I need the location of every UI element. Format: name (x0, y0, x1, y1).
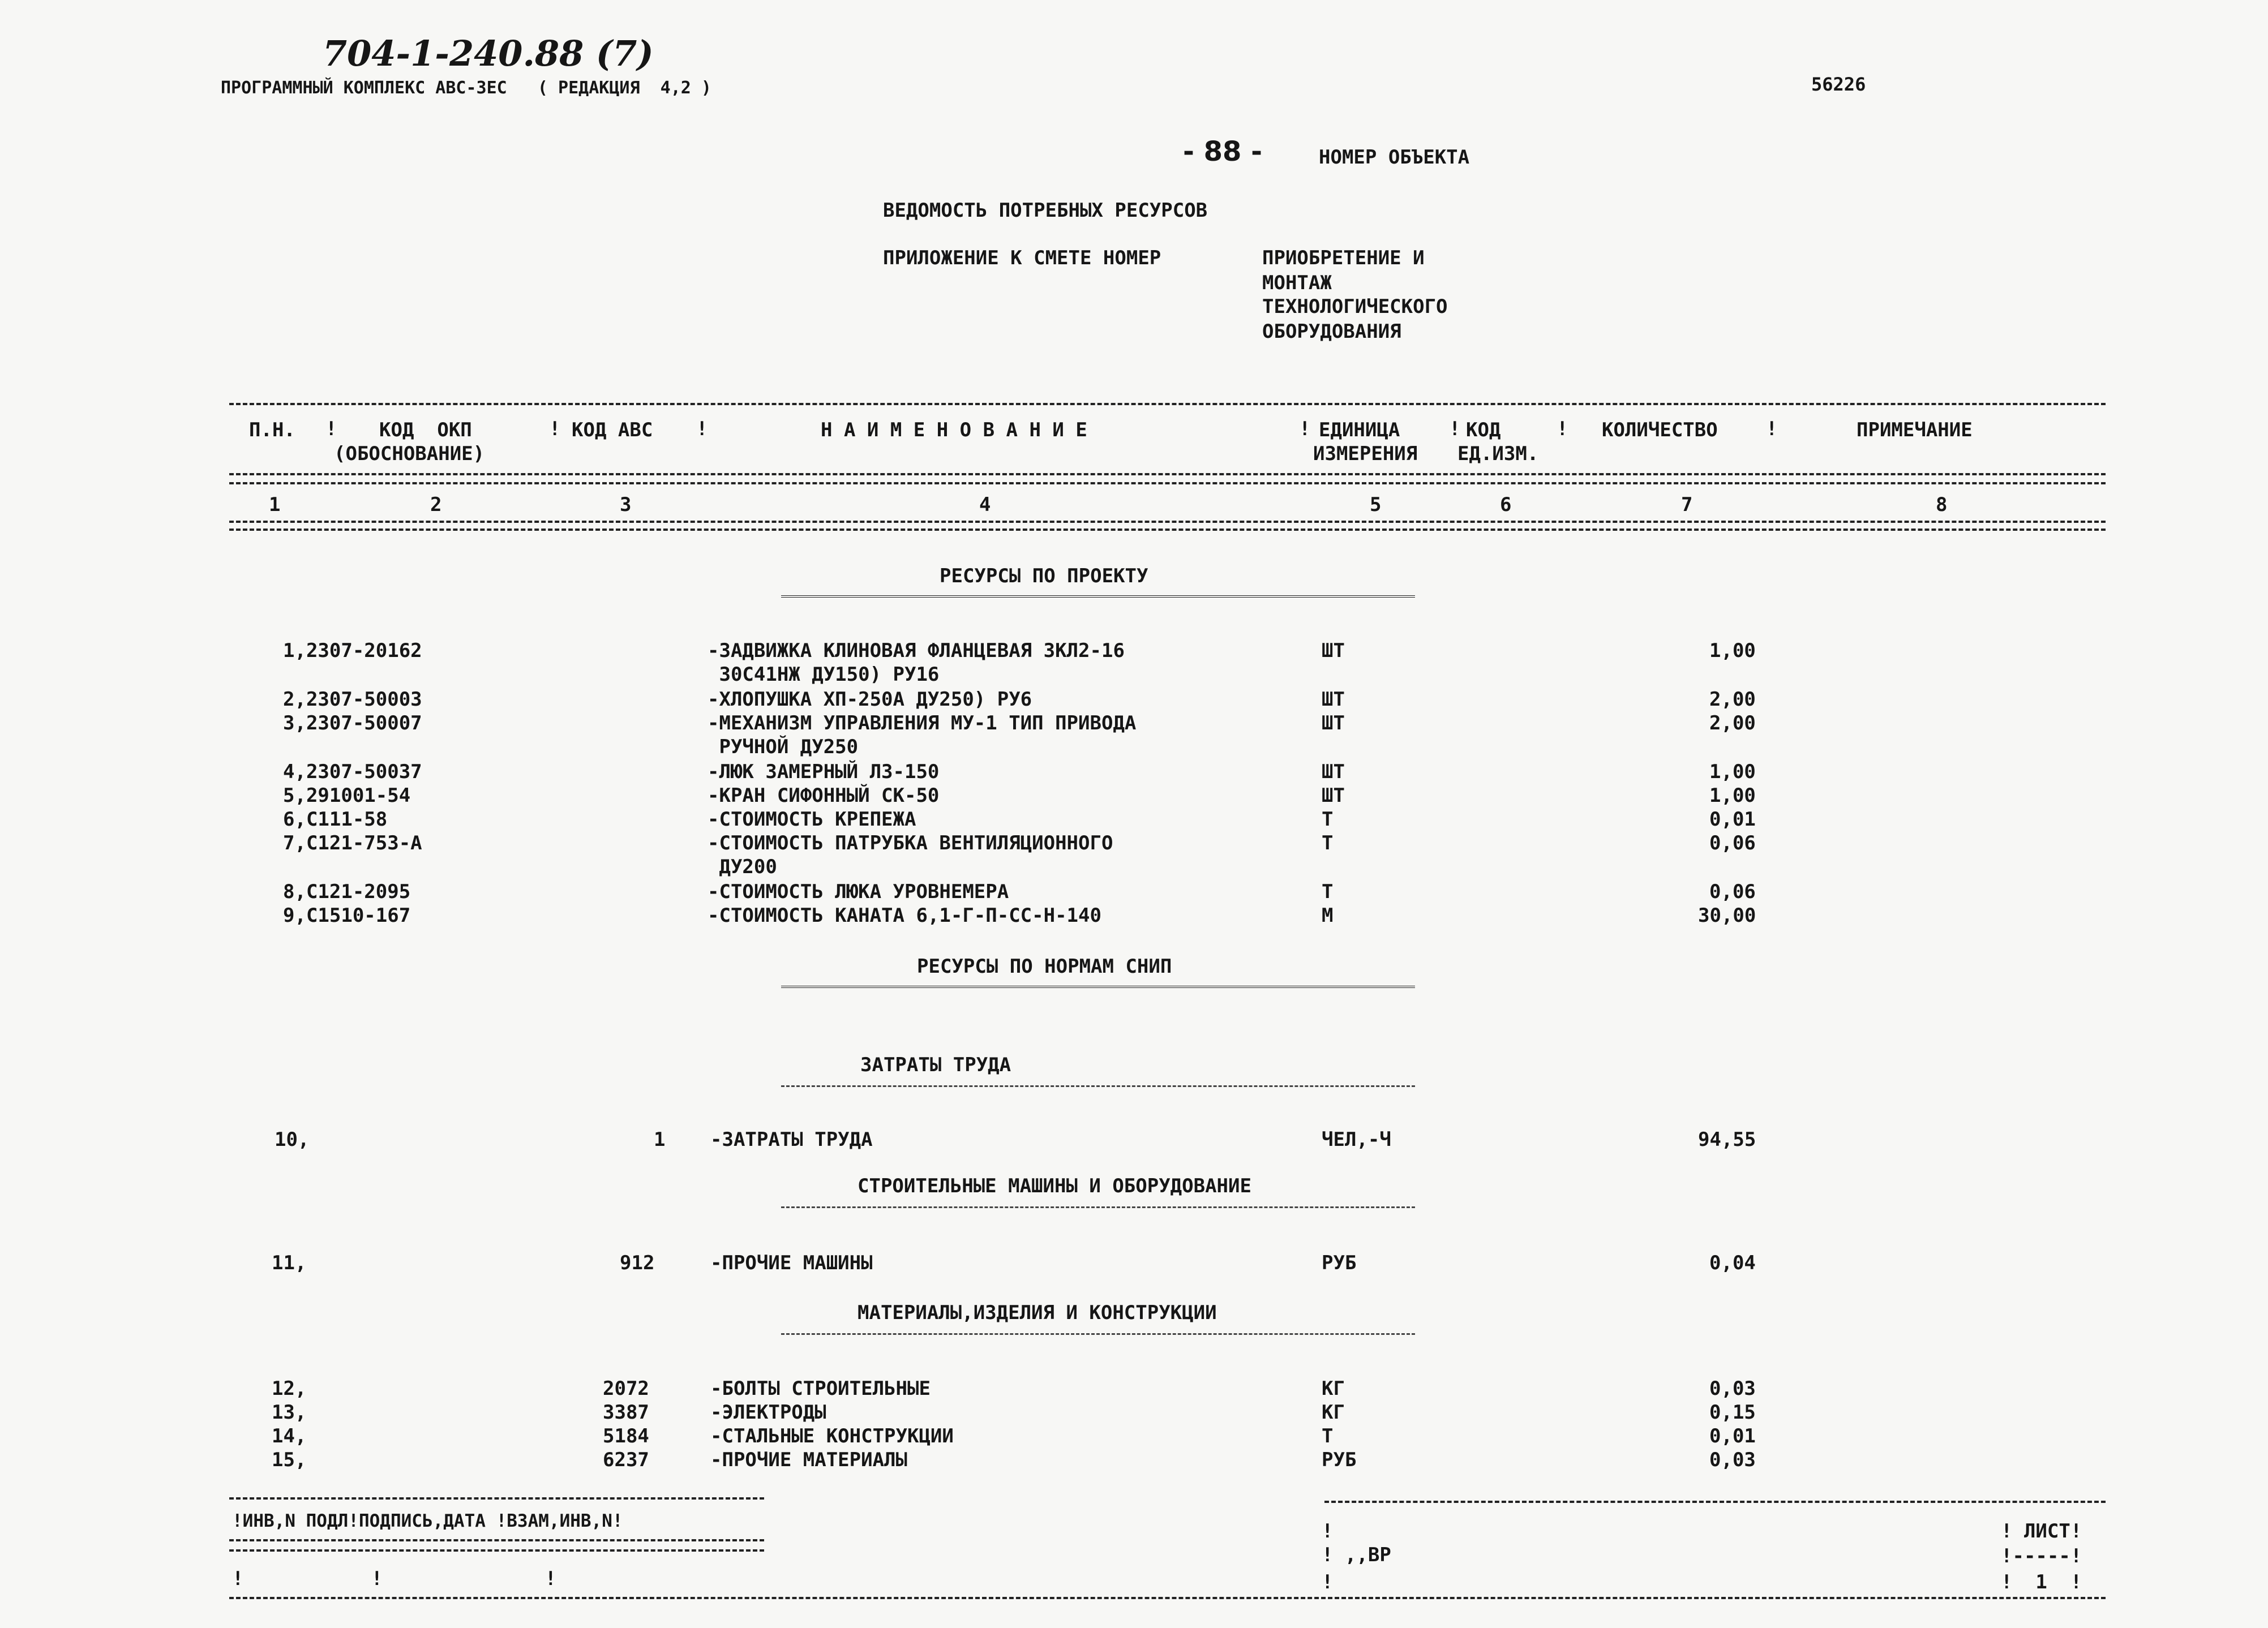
section-underline (781, 986, 1415, 988)
row-name: -ПРОЧИЕ МАТЕРИАЛЫ (710, 1449, 907, 1471)
row-qty: 0,01 (1709, 808, 1756, 831)
sheet-label: ! ЛИСТ! (2001, 1520, 2082, 1543)
stamp-rule (229, 1497, 764, 1500)
row-unit: РУБ (1322, 1449, 1357, 1471)
stamp-header: !ИНВ,N ПОДЛ!ПОДПИСЬ,ДАТА !ВЗАМ,ИНВ,N! (232, 1511, 623, 1531)
row-unit: М (1322, 904, 1334, 927)
row-code: 2,2307-50003 (283, 688, 422, 711)
row-name: -СТОИМОСТЬ КРЕПЕЖА (708, 808, 916, 831)
row-name: -ЗАТРАТЫ ТРУДА (710, 1128, 873, 1151)
row-code: 5,291001-54 (283, 784, 411, 807)
row-unit: ЧЕЛ,-Ч (1322, 1128, 1391, 1151)
row-qty: 1,00 (1709, 784, 1756, 807)
col-header-name: Н А И М Е Н О В А Н И Е (821, 419, 1087, 441)
row-code: 6,С111-58 (283, 808, 388, 831)
row-number: 10, (275, 1128, 310, 1151)
col-header-number: П.Н. (249, 419, 295, 441)
row-name: -КРАН СИФОННЫЙ СК-50 (708, 784, 940, 807)
row-qty: 0,03 (1709, 1377, 1756, 1400)
row-qty: 30,00 (1698, 904, 1756, 927)
col-header-unit-2: ИЗМЕРЕНИЯ (1313, 443, 1418, 465)
row-name: -ХЛОПУШКА ХП-250А ДУ250) РУ6 (708, 688, 1032, 711)
row-number: 14, (272, 1425, 307, 1447)
appendix-line: ПРИОБРЕТЕНИЕ И (1262, 247, 1425, 269)
col-number: 3 (620, 493, 632, 516)
row-qty: 1,00 (1709, 761, 1756, 783)
row-number: 13, (272, 1401, 307, 1424)
col-header-unit-code: КОД (1466, 419, 1501, 441)
row-name: -СТОИМОСТЬ ПАТРУБКА ВЕНТИЛЯЦИОННОГО (708, 832, 1113, 854)
header-rule (229, 482, 2106, 484)
row-name: -МЕХАНИЗМ УПРАВЛЕНИЯ МУ-1 ТИП ПРИВОДА (708, 712, 1137, 734)
row-qty: 0,01 (1709, 1425, 1756, 1447)
col-number: 7 (1681, 493, 1693, 516)
col-header-basis: (ОБОСНОВАНИЕ) (334, 443, 485, 465)
section-underline (781, 595, 1415, 598)
form-rule (1324, 1501, 2106, 1503)
row-number: 12, (272, 1377, 307, 1400)
row-unit: КГ (1322, 1401, 1345, 1424)
row-qty: 0,15 (1709, 1401, 1756, 1424)
row-qty: 2,00 (1709, 712, 1756, 734)
section-underline (781, 1333, 1415, 1335)
col-separator: ! (549, 418, 561, 440)
row-unit: Т (1322, 808, 1334, 831)
page-bottom-rule (229, 1597, 2106, 1599)
row-name-cont: РУЧНОЙ ДУ250 (708, 736, 859, 758)
row-unit: Т (1322, 832, 1334, 854)
col-separator: ! (1766, 418, 1778, 440)
col-header-abc: КОД АВС (572, 419, 653, 441)
appendix-line: ТЕХНОЛОГИЧЕСКОГО (1262, 295, 1448, 318)
row-code: 8,С121-2095 (283, 880, 411, 903)
section-title-labor: ЗАТРАТЫ ТРУДА (860, 1054, 1011, 1076)
row-name-cont: 30С41НЖ ДУ150) РУ16 (708, 663, 940, 686)
sheet-divider: !-----! (2001, 1545, 2082, 1567)
section-title-machines: СТРОИТЕЛЬНЫЕ МАШИНЫ И ОБОРУДОВАНИЕ (858, 1175, 1251, 1197)
col-number: 5 (1370, 493, 1382, 516)
sheet-id: 56226 (1811, 74, 1866, 95)
stamp-cells: ! ! ! (232, 1567, 557, 1590)
col-number: 8 (1936, 493, 1948, 516)
col-number: 1 (269, 493, 281, 516)
document-title: ВЕДОМОСТЬ ПОТРЕБНЫХ РЕСУРСОВ (883, 199, 1208, 222)
header-rule (229, 473, 2106, 475)
stamp-rule (229, 1549, 764, 1552)
row-name: -СТОИМОСТЬ КАНАТА 6,1-Г-П-СС-Н-140 (708, 904, 1101, 927)
row-qty: 0,06 (1709, 832, 1756, 854)
row-unit: Т (1322, 880, 1334, 903)
row-unit: ШТ (1322, 639, 1345, 662)
row-unit: КГ (1322, 1377, 1345, 1400)
section-title-materials: МАТЕРИАЛЫ,ИЗДЕЛИЯ И КОНСТРУКЦИИ (858, 1301, 1217, 1324)
col-separator: ! (325, 418, 337, 440)
section-title-snip: РЕСУРСЫ ПО НОРМАМ СНИП (917, 955, 1172, 978)
row-unit: ШТ (1322, 688, 1345, 711)
program-title: ПРОГРАММНЫЙ КОМПЛЕКС АВС-ЗЕС ( РЕДАКЦИЯ 4,2 ) (221, 78, 711, 98)
row-qty: 1,00 (1709, 639, 1756, 662)
row-code: 3,2307-50007 (283, 712, 422, 734)
row-name: -СТАЛЬНЫЕ КОНСТРУКЦИИ (710, 1425, 954, 1447)
sheet-number: ! 1 ! (2001, 1571, 2082, 1593)
appendix-line: МОНТАЖ (1262, 272, 1332, 294)
form-separator: ! (1322, 1571, 1334, 1593)
col-separator: ! (696, 418, 708, 440)
row-code: 7,С121-753-А (283, 832, 422, 854)
row-abc-code: 5184 (603, 1425, 649, 1447)
col-separator: ! (1449, 418, 1461, 440)
page-number: - 88 - (1183, 136, 1263, 167)
row-unit: Т (1322, 1425, 1334, 1447)
row-abc-code: 2072 (603, 1377, 649, 1400)
col-header-okp: КОД ОКП (379, 419, 472, 441)
object-number-label: НОМЕР ОБЪЕКТА (1319, 146, 1470, 169)
row-code: 4,2307-50037 (283, 761, 422, 783)
row-name: -ЭЛЕКТРОДЫ (710, 1401, 826, 1424)
col-header-unit: ЕДИНИЦА (1319, 419, 1400, 441)
section-title-project: РЕСУРСЫ ПО ПРОЕКТУ (940, 565, 1148, 587)
col-number: 2 (430, 493, 442, 516)
header-rule (229, 521, 2106, 523)
col-header-unit-code-2: ЕД.ИЗМ. (1457, 443, 1539, 465)
stamp-rule (229, 1539, 764, 1541)
col-separator: ! (1557, 418, 1568, 440)
row-unit: РУБ (1322, 1252, 1357, 1274)
row-abc-code: 912 (620, 1252, 655, 1274)
col-header-note: ПРИМЕЧАНИЕ (1857, 419, 1973, 441)
table-top-rule (229, 403, 2106, 405)
row-number: 11, (272, 1252, 307, 1274)
row-name-cont: ДУ200 (708, 856, 777, 878)
row-unit: ШТ (1322, 784, 1345, 807)
row-qty: 0,04 (1709, 1252, 1756, 1274)
row-name: -ЗАДВИЖКА КЛИНОВАЯ ФЛАНЦЕВАЯ ЗКЛ2-16 (708, 639, 1125, 662)
form-separator: ! (1322, 1520, 1334, 1543)
document-code: 704-1-240.88 (7) (323, 33, 654, 74)
section-underline (781, 1085, 1415, 1087)
row-name: -СТОИМОСТЬ ЛЮКА УРОВНЕМЕРА (708, 880, 1009, 903)
row-abc-code: 1 (654, 1128, 666, 1151)
row-name: -ЛЮК ЗАМЕРНЫЙ ЛЗ-150 (708, 761, 940, 783)
col-number: 4 (979, 493, 991, 516)
row-number: 15, (272, 1449, 307, 1471)
appendix-label: ПРИЛОЖЕНИЕ К СМЕТЕ НОМЕР (883, 247, 1161, 269)
col-separator: ! (1299, 418, 1311, 440)
section-underline (781, 1206, 1415, 1208)
row-qty: 2,00 (1709, 688, 1756, 711)
row-abc-code: 6237 (603, 1449, 649, 1471)
header-rule (229, 529, 2106, 531)
row-name: -ПРОЧИЕ МАШИНЫ (710, 1252, 873, 1274)
row-abc-code: 3387 (603, 1401, 649, 1424)
row-unit: ШТ (1322, 761, 1345, 783)
form-code: ! ,,ВР (1322, 1544, 1391, 1566)
col-header-quantity: КОЛИЧЕСТВО (1602, 419, 1718, 441)
appendix-line: ОБОРУДОВАНИЯ (1262, 320, 1401, 343)
row-qty: 0,03 (1709, 1449, 1756, 1471)
row-unit: ШТ (1322, 712, 1345, 734)
row-qty: 94,55 (1698, 1128, 1756, 1151)
row-name: -БОЛТЫ СТРОИТЕЛЬНЫЕ (710, 1377, 931, 1400)
row-code: 9,С1510-167 (283, 904, 411, 927)
row-qty: 0,06 (1709, 880, 1756, 903)
row-code: 1,2307-20162 (283, 639, 422, 662)
col-number: 6 (1500, 493, 1512, 516)
